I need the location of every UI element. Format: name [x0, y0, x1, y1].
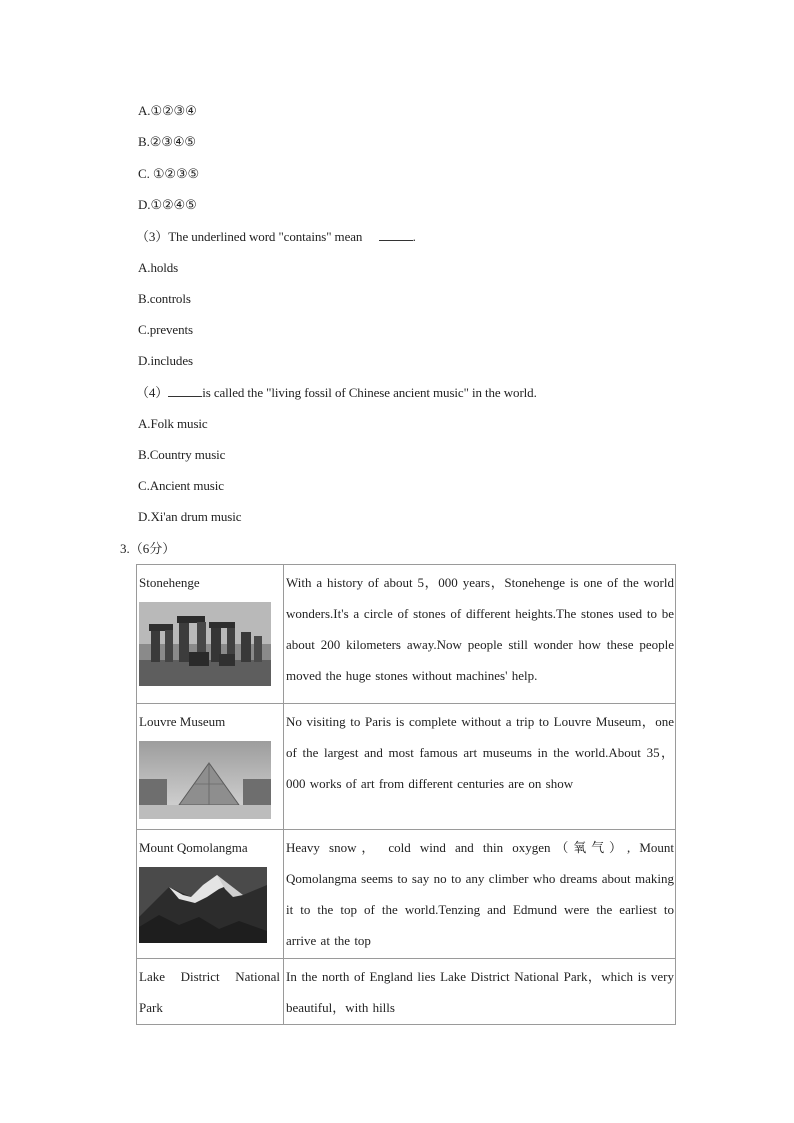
description-cell — [284, 959, 676, 1025]
option-3a: A.holds — [138, 260, 179, 275]
question-4-number: （4） — [136, 385, 169, 400]
place-description: With a history of about 5，000 years，Stonehenge is one of the world wonders.It's a circle of stones of different heights.The stones used to be about 200 kilometers away.Now people still wonder how these people moved the huge stones without machines' help. — [286, 575, 674, 683]
place-cell — [137, 565, 284, 704]
place-description: In the north of England lies Lake District National Park，which is very beautiful，with hills — [286, 969, 674, 1015]
option-2c: C. ①②③⑤ — [138, 166, 200, 181]
option-4b: B.Country music — [138, 447, 226, 462]
table-row — [137, 959, 676, 1025]
question-3-stem — [136, 229, 416, 245]
table-row — [137, 704, 676, 830]
place-description: Heavy snow， cold wind and thin oxygen（氧气）, Mount Qomolangma seems to say no to any climber who dreams about making it to the top of the world.Tenzing and Edmund were the earliest to arrive at the top — [286, 840, 674, 948]
place-name: Mount Qomolangma — [139, 840, 248, 855]
option-2b: B.②③④⑤ — [138, 134, 196, 149]
place-cell — [137, 959, 284, 1025]
question-3-end: . — [412, 229, 416, 244]
place-cell — [137, 704, 284, 830]
option-2d: D.①②④⑤ — [138, 197, 197, 212]
place-description: No visiting to Paris is complete without a trip to Louvre Museum，one of the largest and most famous art museums in the world.About 35，000 works of art from different centuries are on show — [286, 714, 674, 791]
section-3-heading: 3.（6分） — [120, 541, 176, 556]
option-4a: A.Folk music — [138, 416, 208, 431]
question-4-text: is called the "living fossil of Chinese ancient music" in the world. — [202, 385, 537, 400]
question-4-stem — [136, 385, 537, 401]
question-3-text: （3）The underlined word "contains" mean — [136, 229, 363, 244]
stonehenge-photo — [139, 602, 271, 686]
place-name: Louvre Museum — [139, 714, 226, 729]
option-4c: C.Ancient music — [138, 478, 224, 493]
answer-blank — [379, 229, 413, 241]
place-cell — [137, 830, 284, 959]
option-4d: D.Xi'an drum music — [138, 509, 242, 524]
description-cell — [284, 830, 676, 959]
option-3b: B.controls — [138, 291, 191, 306]
table-row — [137, 830, 676, 959]
mountain-photo — [139, 867, 267, 943]
places-table — [136, 564, 676, 1025]
louvre-photo — [139, 741, 271, 819]
place-name: Lake District National Park — [139, 969, 280, 1015]
answer-blank — [168, 385, 202, 397]
description-cell — [284, 565, 676, 704]
place-name: Stonehenge — [139, 575, 200, 590]
option-3d: D.includes — [138, 353, 193, 368]
description-cell — [284, 704, 676, 830]
table-row — [137, 565, 676, 704]
option-3c: C.prevents — [138, 322, 193, 337]
option-2a: A.①②③④ — [138, 103, 197, 118]
